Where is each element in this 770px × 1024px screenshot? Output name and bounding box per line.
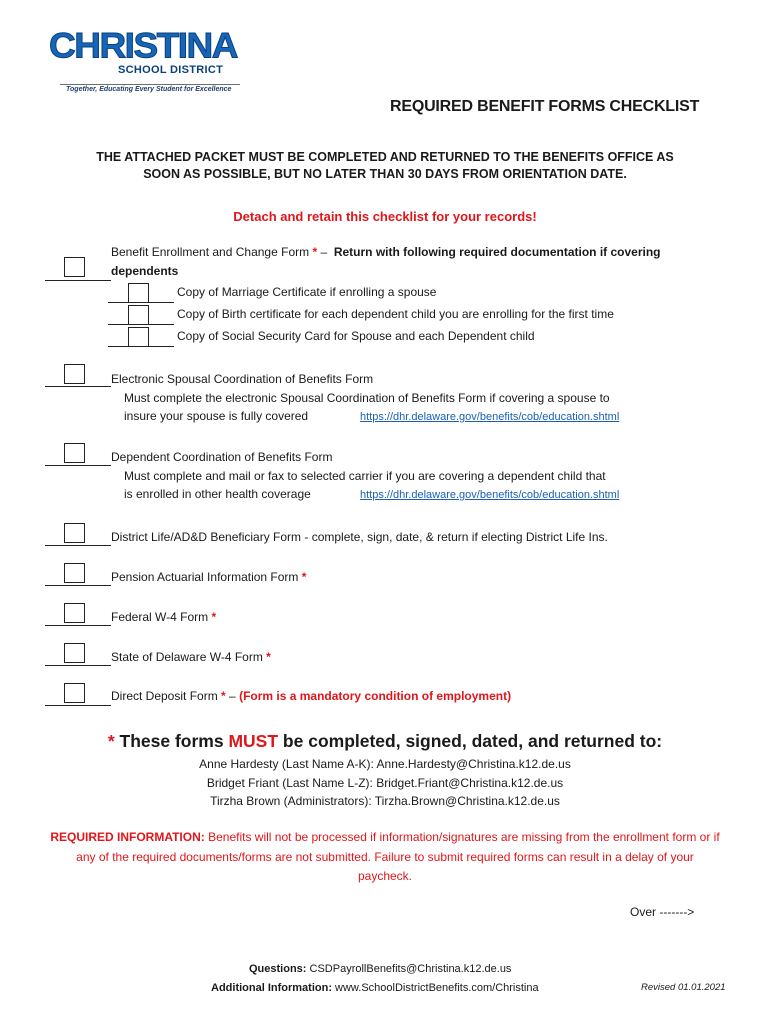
questions-email: CSDPayrollBenefits@Christina.k12.de.us [309, 963, 512, 975]
required-star: * [301, 570, 307, 584]
notice [40, 149, 730, 183]
checkbox-life-beneficiary[interactable] [64, 523, 85, 543]
direct-deposit-note: (Form is a mandatory condition of employment) [239, 689, 512, 703]
enrollment-note-cont: dependents [111, 264, 179, 278]
dependent-cob-line1: Must complete and mail or fax to selected carrier if you are covering a dependent child that [124, 469, 606, 483]
page-title: REQUIRED BENEFIT FORMS CHECKLIST [390, 98, 700, 115]
info-url: www.SchoolDistrictBenefits.com/Christina [335, 982, 539, 994]
footer-questions [249, 963, 511, 975]
spousal-cob-link[interactable]: https://dhr.delaware.gov/benefits/cob/education.shtml [360, 411, 620, 423]
checkbox-underline [45, 465, 111, 466]
contact-friant: Bridget Friant (Last Name L-Z): Bridget.Friant@Christina.k12.de.us [206, 776, 564, 790]
direct-deposit-item [111, 687, 511, 705]
dependent-cob-link[interactable]: https://dhr.delaware.gov/benefits/cob/education.shtml [360, 489, 620, 501]
required-star: * [312, 245, 318, 259]
required-text: Benefits will not be processed if information/signatures are missing from the enrollment form or if any of the required documents/forms are not submitted. Failure to submit required forms can result in a delay of your paycheck. [76, 830, 720, 883]
over-note: Over -------> [630, 905, 695, 919]
checkbox-state-w4[interactable] [64, 643, 85, 663]
state-w4-item [111, 648, 271, 666]
pension-label: Pension Actuarial Information Form [111, 570, 299, 584]
federal-w4-label: Federal W-4 Form [111, 610, 209, 624]
return-to-heading [40, 731, 730, 752]
contact-brown: Tirzha Brown (Administrators): Tirzha.Brown@Christina.k12.de.us [210, 794, 560, 808]
checkbox-underline [45, 665, 111, 666]
direct-deposit-label: Direct Deposit Form [111, 689, 218, 703]
checkbox-enrollment[interactable] [64, 257, 85, 277]
required-star: * [107, 731, 115, 751]
sub-item-birth: Copy of Birth certificate for each dependent child you are enrolling for the first time [177, 307, 614, 321]
questions-label: Questions: [249, 963, 307, 975]
must-post: be completed, signed, dated, and returned to: [282, 731, 663, 751]
checkbox-dependent-cob[interactable] [64, 443, 85, 463]
checkbox-underline [45, 625, 111, 626]
logo-divider [60, 84, 240, 85]
enrollment-label: Benefit Enrollment and Change Form [111, 245, 310, 259]
sub-item-ssn: Copy of Social Security Card for Spouse and each Dependent child [177, 329, 535, 343]
checkbox-marriage-certificate[interactable] [128, 283, 149, 303]
required-label: REQUIRED INFORMATION: [50, 830, 205, 844]
spousal-cob-line2: insure your spouse is fully covered [124, 409, 309, 423]
checkbox-birth-certificate[interactable] [128, 305, 149, 325]
required-star: * [221, 689, 226, 703]
checkbox-spousal-cob[interactable] [64, 364, 85, 384]
enrollment-note: Return with following required documentation if covering [333, 245, 661, 259]
contact-hardesty: Anne Hardesty (Last Name A-K): Anne.Hardesty@Christina.k12.de.us [199, 757, 571, 771]
checkbox-social-security[interactable] [128, 327, 149, 347]
checkbox-underline [45, 545, 111, 546]
sub-item-marriage: Copy of Marriage Certificate if enrolling a spouse [177, 285, 437, 299]
checkbox-pension[interactable] [64, 563, 85, 583]
enrollment-item [111, 243, 661, 261]
footer-info [211, 982, 539, 994]
dependent-cob-label: Dependent Coordination of Benefits Form [111, 450, 333, 464]
pension-item [111, 568, 306, 586]
checkbox-underline [45, 280, 111, 281]
notice-line-1: THE ATTACHED PACKET MUST BE COMPLETED AND RETURNED TO THE BENEFITS OFFICE AS [96, 150, 674, 164]
federal-w4-item [111, 608, 216, 626]
checkbox-underline [45, 585, 111, 586]
district-logo: CHRISTINA [49, 26, 237, 65]
life-beneficiary-label: District Life/AD&D Beneficiary Form - complete, sign, date, & return if electing District Life Ins. [111, 530, 608, 544]
state-w4-label: State of Delaware W-4 Form [111, 650, 263, 664]
required-star: * [266, 650, 271, 664]
logo-tagline: Together, Educating Every Student for Excellence [66, 86, 232, 93]
info-label: Additional Information: [211, 982, 332, 994]
checkbox-underline [45, 386, 111, 387]
checkbox-direct-deposit[interactable] [64, 683, 85, 703]
dash: – [229, 689, 236, 703]
logo-subtitle: SCHOOL DISTRICT [118, 64, 224, 76]
checkbox-underline [45, 705, 111, 706]
dependent-cob-line2: is enrolled in other health coverage [124, 487, 311, 501]
spousal-cob-line1: Must complete the electronic Spousal Coordination of Benefits Form if covering a spouse to [124, 391, 610, 405]
checkbox-federal-w4[interactable] [64, 603, 85, 623]
dash: – [320, 245, 328, 259]
must-word: MUST [228, 731, 279, 751]
required-star: * [211, 610, 217, 624]
notice-line-2: SOON AS POSSIBLE, BUT NO LATER THAN 30 DAYS FROM ORIENTATION DATE. [143, 167, 627, 181]
spousal-cob-label: Electronic Spousal Coordination of Benefits Form [111, 372, 374, 386]
must-pre: These forms [119, 731, 224, 751]
detach-note: Detach and retain this checklist for your records! [233, 209, 537, 224]
required-information [50, 828, 720, 887]
revised-date: Revised 01.01.2021 [641, 982, 726, 993]
